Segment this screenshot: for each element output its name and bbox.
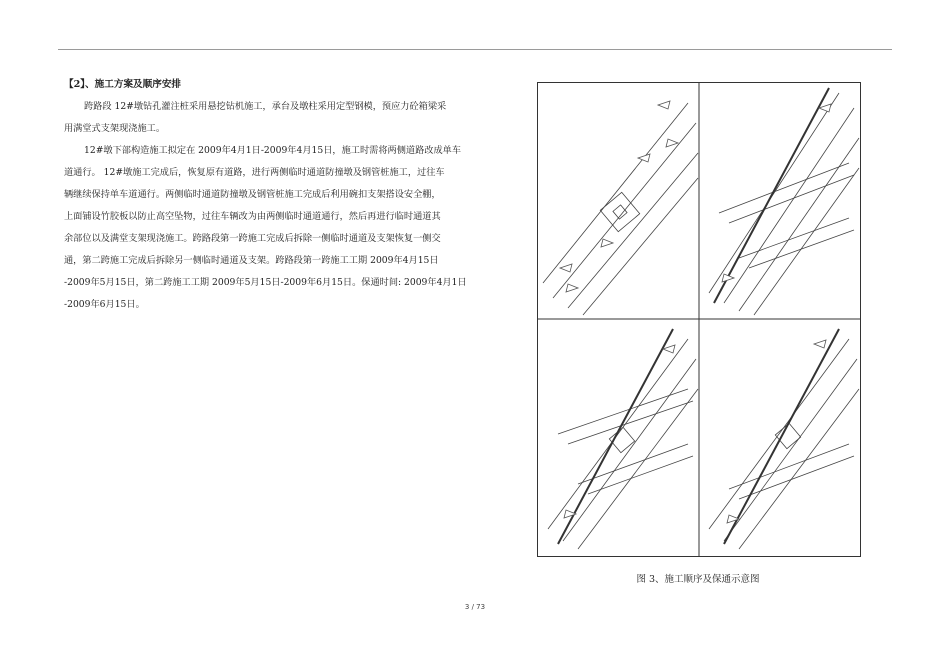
paragraph-line: 跨路段 12#墩钻孔灌注桩采用悬挖钻机施工，承台及墩柱采用定型钢模，预应力砼箱梁采 [84, 101, 447, 112]
paragraph-line: -2009年6月15日。 [64, 299, 145, 310]
section-heading: 【2】、施工方案及顺序安排 [64, 79, 181, 90]
stage-diagram-3 [538, 319, 699, 555]
paragraph-line: 通，第二跨施工完成后拆除另一侧临时通道及支架。跨路段第一跨施工工期 2009年4月15日 [64, 255, 439, 266]
stage-diagram-4 [699, 319, 860, 555]
paragraph-line: 上面铺设竹胶板以防止高空坠物，过往车辆改为由两侧临时通道通行，然后再进行临时通道其 [64, 211, 441, 222]
paragraph-line: 用满堂式支架现浇施工。 [64, 123, 166, 134]
paragraph-line: -2009年5月15日，第二跨施工工期 2009年5月15日-2009年6月15日。保通时间: 2009年4月1日 [64, 277, 467, 288]
paragraph-line: 道通行。 12#墩施工完成后，恢复原有道路，进行两侧临时通道防撞墩及钢管桩施工，过往车 [64, 167, 445, 178]
paragraph-line: 辆继续保持单车道通行。两侧临时通道防撞墩及钢管桩施工完成后利用碗扣支架搭设安全棚， [64, 189, 441, 200]
figure-caption: 图 3、施工顺序及保通示意图 [636, 574, 760, 585]
body-text [64, 74, 467, 316]
paragraph-line: 余部位以及满堂支架现浇施工。跨路段第一跨施工完成后拆除一侧临时通道及支架恢复一侧交 [64, 233, 441, 244]
paragraph-line: 12#墩下部构造施工拟定在 2009年4月1日-2009年4月15日，施工时需将两侧道路改成单车 [84, 145, 462, 156]
construction-sequence-figure [537, 82, 861, 557]
header-rule [58, 49, 892, 50]
stage-diagram-1 [538, 83, 699, 319]
stage-diagram-2 [699, 83, 860, 319]
page-number: 3 / 73 [464, 603, 486, 611]
